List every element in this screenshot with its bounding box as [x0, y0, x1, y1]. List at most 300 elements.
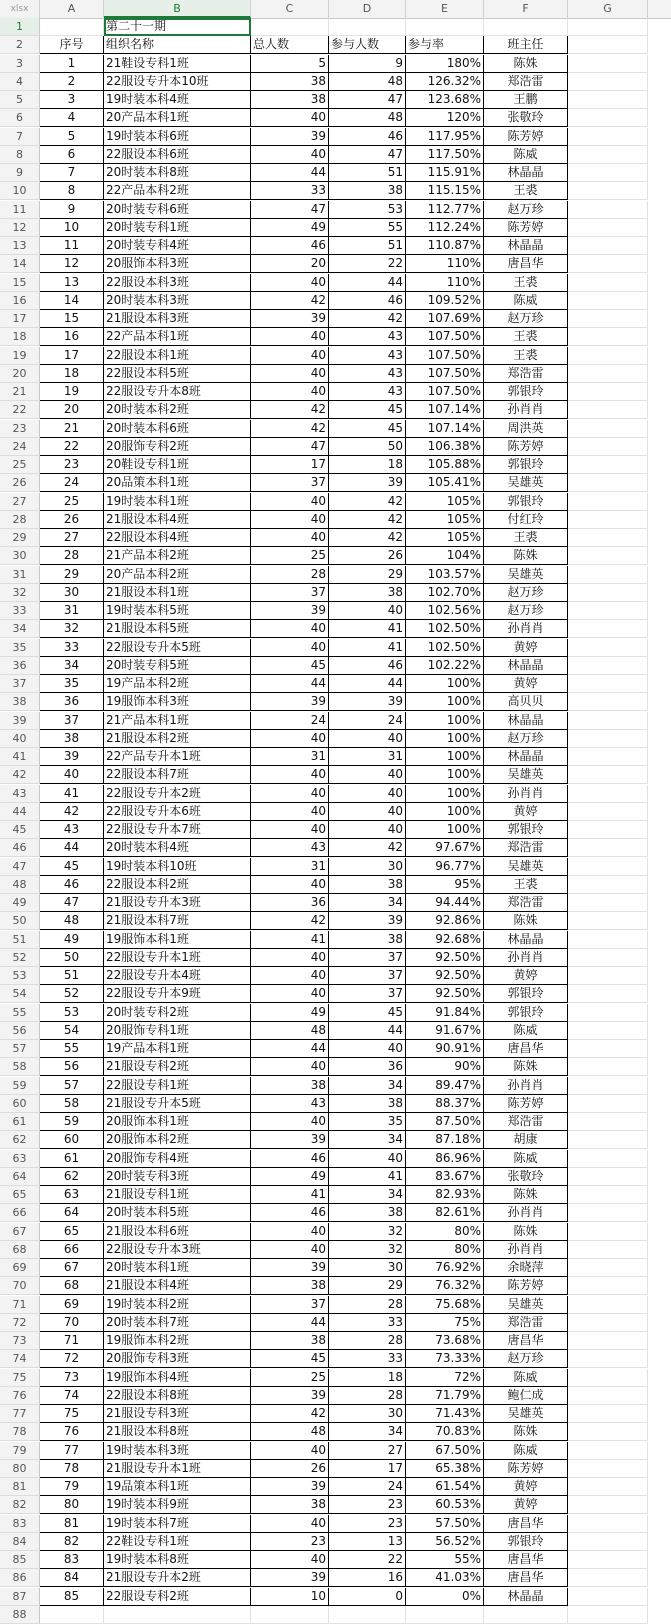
cell-e13[interactable]: 110.87% [406, 237, 484, 255]
column-header-f[interactable]: F [484, 0, 568, 18]
cell-b18[interactable]: 22产品本科1班 [104, 328, 251, 346]
cell-d28[interactable]: 42 [329, 511, 406, 529]
cell-c40[interactable]: 40 [251, 730, 329, 748]
cell-c56[interactable]: 48 [251, 1022, 329, 1040]
cell-c16[interactable]: 42 [251, 292, 329, 310]
row-number[interactable]: 13 [0, 237, 40, 255]
row-number[interactable]: 23 [0, 420, 40, 438]
cell-e27[interactable]: 105% [406, 493, 484, 511]
row-number[interactable]: 26 [0, 474, 40, 492]
cell-b61[interactable]: 20服饰本科1班 [104, 1113, 251, 1131]
cell-c71[interactable]: 37 [251, 1296, 329, 1314]
cell-a38[interactable]: 36 [40, 693, 104, 711]
cell-c50[interactable]: 42 [251, 912, 329, 930]
cell-g22[interactable] [568, 401, 648, 419]
cell-c81[interactable]: 39 [251, 1478, 329, 1496]
cell-g60[interactable] [568, 1095, 648, 1113]
cell-f30[interactable]: 陈姝 [484, 547, 568, 565]
cell-c18[interactable]: 40 [251, 328, 329, 346]
cell-a68[interactable]: 66 [40, 1241, 104, 1259]
cell-f36[interactable]: 林晶晶 [484, 657, 568, 675]
cell-f27[interactable]: 郭银玲 [484, 493, 568, 511]
cell-c31[interactable]: 28 [251, 566, 329, 584]
row-number[interactable]: 35 [0, 639, 40, 657]
cell-d12[interactable]: 55 [329, 219, 406, 237]
cell-g50[interactable] [568, 912, 648, 930]
row-number[interactable]: 33 [0, 602, 40, 620]
cell-c77[interactable]: 42 [251, 1405, 329, 1423]
cell-a23[interactable]: 21 [40, 420, 104, 438]
cell-g13[interactable] [568, 237, 648, 255]
cell-e17[interactable]: 107.69% [406, 310, 484, 328]
cell-a85[interactable]: 83 [40, 1551, 104, 1569]
cell-e60[interactable]: 88.37% [406, 1095, 484, 1113]
cell-d51[interactable]: 38 [329, 931, 406, 949]
cell-c57[interactable]: 44 [251, 1040, 329, 1058]
cell-c58[interactable]: 40 [251, 1058, 329, 1076]
cell-g73[interactable] [568, 1332, 648, 1350]
cell-g14[interactable] [568, 255, 648, 273]
cell-a75[interactable]: 73 [40, 1369, 104, 1387]
cell-e12[interactable]: 112.24% [406, 219, 484, 237]
row-number[interactable]: 85 [0, 1551, 40, 1569]
row-number[interactable]: 3 [0, 55, 40, 73]
cell-a30[interactable]: 28 [40, 547, 104, 565]
cell-b83[interactable]: 19时装本科7班 [104, 1515, 251, 1533]
cell-e31[interactable]: 103.57% [406, 566, 484, 584]
cell-g39[interactable] [568, 712, 648, 730]
cell-e42[interactable]: 100% [406, 766, 484, 784]
cell-a26[interactable]: 24 [40, 474, 104, 492]
cell-g28[interactable] [568, 511, 648, 529]
column-header-g[interactable]: G [568, 0, 648, 18]
cell-a60[interactable]: 58 [40, 1095, 104, 1113]
row-number[interactable]: 87 [0, 1588, 40, 1606]
cell-a24[interactable]: 22 [40, 438, 104, 456]
cell-a67[interactable]: 65 [40, 1223, 104, 1241]
cell-a1[interactable] [40, 18, 104, 36]
cell-d20[interactable]: 43 [329, 365, 406, 383]
cell-e8[interactable]: 117.50% [406, 146, 484, 164]
row-number[interactable]: 51 [0, 931, 40, 949]
row-number[interactable]: 42 [0, 766, 40, 784]
cell-f65[interactable]: 陈姝 [484, 1186, 568, 1204]
cell-d47[interactable]: 30 [329, 858, 406, 876]
cell-d60[interactable]: 38 [329, 1095, 406, 1113]
cell-g32[interactable] [568, 584, 648, 602]
cell-d8[interactable]: 47 [329, 146, 406, 164]
cell-f45[interactable]: 郭银玲 [484, 821, 568, 839]
cell-e61[interactable]: 87.50% [406, 1113, 484, 1131]
cell-e33[interactable]: 102.56% [406, 602, 484, 620]
cell-c25[interactable]: 17 [251, 456, 329, 474]
cell-c64[interactable]: 49 [251, 1168, 329, 1186]
cell-f56[interactable]: 陈威 [484, 1022, 568, 1040]
cell-f66[interactable]: 孙肖肖 [484, 1204, 568, 1222]
cell-a86[interactable]: 84 [40, 1569, 104, 1587]
cell-g71[interactable] [568, 1296, 648, 1314]
cell-d48[interactable]: 38 [329, 876, 406, 894]
cell-f41[interactable]: 林晶晶 [484, 748, 568, 766]
cell-b79[interactable]: 19时装本科3班 [104, 1442, 251, 1460]
cell-f50[interactable]: 陈姝 [484, 912, 568, 930]
cell-c72[interactable]: 44 [251, 1314, 329, 1332]
cell-c11[interactable]: 47 [251, 201, 329, 219]
cell-c52[interactable]: 40 [251, 949, 329, 967]
cell-d4[interactable]: 48 [329, 73, 406, 91]
cell-b39[interactable]: 21产品本科1班 [104, 712, 251, 730]
cell-a33[interactable]: 31 [40, 602, 104, 620]
cell-b40[interactable]: 21服设本科2班 [104, 730, 251, 748]
cell-e24[interactable]: 106.38% [406, 438, 484, 456]
cell-e63[interactable]: 86.96% [406, 1150, 484, 1168]
cell-a73[interactable]: 71 [40, 1332, 104, 1350]
cell-d22[interactable]: 45 [329, 401, 406, 419]
row-number[interactable]: 38 [0, 693, 40, 711]
cell-g10[interactable] [568, 182, 648, 200]
column-header-c[interactable]: C [251, 0, 329, 18]
cell-c35[interactable]: 40 [251, 639, 329, 657]
cell-c70[interactable]: 38 [251, 1277, 329, 1295]
row-number[interactable]: 27 [0, 493, 40, 511]
cell-a42[interactable]: 40 [40, 766, 104, 784]
cell-c27[interactable]: 40 [251, 493, 329, 511]
row-number[interactable]: 76 [0, 1387, 40, 1405]
cell-g43[interactable] [568, 785, 648, 803]
cell-d9[interactable]: 51 [329, 164, 406, 182]
cell-e35[interactable]: 102.50% [406, 639, 484, 657]
row-number[interactable]: 44 [0, 803, 40, 821]
cell-d25[interactable]: 18 [329, 456, 406, 474]
cell-c44[interactable]: 40 [251, 803, 329, 821]
cell-b15[interactable]: 22服设本科3班 [104, 274, 251, 292]
row-number[interactable]: 64 [0, 1168, 40, 1186]
cell-c80[interactable]: 26 [251, 1460, 329, 1478]
cell-c19[interactable]: 40 [251, 347, 329, 365]
cell-e55[interactable]: 91.84% [406, 1004, 484, 1022]
row-number[interactable]: 54 [0, 985, 40, 1003]
row-number[interactable]: 37 [0, 675, 40, 693]
cell-d84[interactable]: 13 [329, 1533, 406, 1551]
cell-f83[interactable]: 唐昌华 [484, 1515, 568, 1533]
row-number[interactable]: 22 [0, 401, 40, 419]
cell-b57[interactable]: 19产品本科1班 [104, 1040, 251, 1058]
cell-a41[interactable]: 39 [40, 748, 104, 766]
cell-f3[interactable]: 陈姝 [484, 55, 568, 73]
cell-d59[interactable]: 34 [329, 1077, 406, 1095]
row-number[interactable]: 61 [0, 1113, 40, 1131]
row-number[interactable]: 75 [0, 1369, 40, 1387]
cell-d44[interactable]: 40 [329, 803, 406, 821]
row-number[interactable]: 52 [0, 949, 40, 967]
cell-b62[interactable]: 20服饰本科2班 [104, 1131, 251, 1149]
cell-g46[interactable] [568, 839, 648, 857]
cell-c26[interactable]: 37 [251, 474, 329, 492]
row-number[interactable]: 57 [0, 1040, 40, 1058]
cell-f85[interactable]: 唐昌华 [484, 1551, 568, 1569]
cell-b49[interactable]: 21服设专升本3班 [104, 894, 251, 912]
cell-e74[interactable]: 73.33% [406, 1350, 484, 1368]
cell-f17[interactable]: 赵万珍 [484, 310, 568, 328]
cell-a13[interactable]: 11 [40, 237, 104, 255]
cell-a70[interactable]: 68 [40, 1277, 104, 1295]
cell-c73[interactable]: 38 [251, 1332, 329, 1350]
cell-e16[interactable]: 109.52% [406, 292, 484, 310]
cell-b12[interactable]: 20时装专科1班 [104, 219, 251, 237]
cell-e34[interactable]: 102.50% [406, 620, 484, 638]
cell-g57[interactable] [568, 1040, 648, 1058]
cell-b86[interactable]: 21服设专升本2班 [104, 1569, 251, 1587]
cell-c68[interactable]: 40 [251, 1241, 329, 1259]
row-number[interactable]: 59 [0, 1077, 40, 1095]
cell-a72[interactable]: 70 [40, 1314, 104, 1332]
cell-f2[interactable]: 班主任 [484, 36, 568, 54]
row-number[interactable]: 49 [0, 894, 40, 912]
cell-d31[interactable]: 29 [329, 566, 406, 584]
cell-e78[interactable]: 70.83% [406, 1423, 484, 1441]
cell-c79[interactable]: 40 [251, 1442, 329, 1460]
cell-c61[interactable]: 40 [251, 1113, 329, 1131]
cell-d74[interactable]: 33 [329, 1350, 406, 1368]
cell-b46[interactable]: 20时装本科4班 [104, 839, 251, 857]
cell-a15[interactable]: 13 [40, 274, 104, 292]
cell-b58[interactable]: 21服设专科2班 [104, 1058, 251, 1076]
cell-c74[interactable]: 45 [251, 1350, 329, 1368]
cell-c83[interactable]: 40 [251, 1515, 329, 1533]
cell-f37[interactable]: 黄婷 [484, 675, 568, 693]
cell-g87[interactable] [568, 1588, 648, 1606]
cell-a48[interactable]: 46 [40, 876, 104, 894]
cell-c41[interactable]: 31 [251, 748, 329, 766]
cell-g37[interactable] [568, 675, 648, 693]
cell-e32[interactable]: 102.70% [406, 584, 484, 602]
row-number[interactable]: 53 [0, 967, 40, 985]
column-header-e[interactable]: E [406, 0, 484, 18]
cell-f60[interactable]: 陈芳婷 [484, 1095, 568, 1113]
cell-d24[interactable]: 50 [329, 438, 406, 456]
cell-f63[interactable]: 陈威 [484, 1150, 568, 1168]
cell-b80[interactable]: 21服设专升本1班 [104, 1460, 251, 1478]
cell-e21[interactable]: 107.50% [406, 383, 484, 401]
cell-f82[interactable]: 黄婷 [484, 1496, 568, 1514]
cell-a37[interactable]: 35 [40, 675, 104, 693]
cell-g72[interactable] [568, 1314, 648, 1332]
cell-a2[interactable]: 序号 [40, 36, 104, 54]
cell-g40[interactable] [568, 730, 648, 748]
cell-b5[interactable]: 19时装本科4班 [104, 91, 251, 109]
cell-f28[interactable]: 付红玲 [484, 511, 568, 529]
cell-g80[interactable] [568, 1460, 648, 1478]
row-number[interactable]: 11 [0, 201, 40, 219]
cell-g1[interactable] [568, 18, 648, 36]
cell-e22[interactable]: 107.14% [406, 401, 484, 419]
cell-d62[interactable]: 34 [329, 1131, 406, 1149]
row-number[interactable]: 88 [0, 1606, 40, 1624]
row-number[interactable]: 58 [0, 1058, 40, 1076]
cell-g6[interactable] [568, 109, 648, 127]
cell-d39[interactable]: 24 [329, 712, 406, 730]
cell-b64[interactable]: 20时装专科3班 [104, 1168, 251, 1186]
cell-f20[interactable]: 郑浩雷 [484, 365, 568, 383]
cell-e25[interactable]: 105.88% [406, 456, 484, 474]
cell-d37[interactable]: 44 [329, 675, 406, 693]
cell-d38[interactable]: 39 [329, 693, 406, 711]
cell-d65[interactable]: 34 [329, 1186, 406, 1204]
cell-d21[interactable]: 43 [329, 383, 406, 401]
cell-c5[interactable]: 38 [251, 91, 329, 109]
cell-e57[interactable]: 90.91% [406, 1040, 484, 1058]
column-header-a[interactable]: A [40, 0, 104, 18]
cell-e47[interactable]: 96.77% [406, 858, 484, 876]
cell-g74[interactable] [568, 1350, 648, 1368]
cell-c48[interactable]: 40 [251, 876, 329, 894]
cell-g11[interactable] [568, 201, 648, 219]
cell-b32[interactable]: 21服设本科1班 [104, 584, 251, 602]
cell-e28[interactable]: 105% [406, 511, 484, 529]
row-number[interactable]: 5 [0, 91, 40, 109]
cell-c2[interactable]: 总人数 [251, 36, 329, 54]
row-number[interactable]: 65 [0, 1186, 40, 1204]
cell-d11[interactable]: 53 [329, 201, 406, 219]
row-number[interactable]: 71 [0, 1296, 40, 1314]
cell-g7[interactable] [568, 128, 648, 146]
row-number[interactable]: 84 [0, 1533, 40, 1551]
cell-c38[interactable]: 39 [251, 693, 329, 711]
row-number[interactable]: 21 [0, 383, 40, 401]
cell-e59[interactable]: 89.47% [406, 1077, 484, 1095]
cell-c30[interactable]: 25 [251, 547, 329, 565]
cell-d72[interactable]: 33 [329, 1314, 406, 1332]
cell-e7[interactable]: 117.95% [406, 128, 484, 146]
row-number[interactable]: 7 [0, 128, 40, 146]
cell-b41[interactable]: 22产品专升本1班 [104, 748, 251, 766]
cell-a57[interactable]: 55 [40, 1040, 104, 1058]
cell-c24[interactable]: 47 [251, 438, 329, 456]
cell-f46[interactable]: 郑浩雷 [484, 839, 568, 857]
cell-d23[interactable]: 45 [329, 420, 406, 438]
cell-f86[interactable]: 唐昌华 [484, 1569, 568, 1587]
cell-g66[interactable] [568, 1204, 648, 1222]
cell-b30[interactable]: 21产品本科2班 [104, 547, 251, 565]
cell-c47[interactable]: 31 [251, 858, 329, 876]
cell-c17[interactable]: 39 [251, 310, 329, 328]
cell-a22[interactable]: 20 [40, 401, 104, 419]
cell-g25[interactable] [568, 456, 648, 474]
cell-d83[interactable]: 23 [329, 1515, 406, 1533]
cell-g47[interactable] [568, 858, 648, 876]
cell-e71[interactable]: 75.68% [406, 1296, 484, 1314]
cell-c55[interactable]: 49 [251, 1004, 329, 1022]
cell-e87[interactable]: 0% [406, 1588, 484, 1606]
cell-a63[interactable]: 61 [40, 1150, 104, 1168]
cell-d52[interactable]: 37 [329, 949, 406, 967]
cell-f25[interactable]: 郭银玲 [484, 456, 568, 474]
row-number[interactable]: 72 [0, 1314, 40, 1332]
cell-b65[interactable]: 21服设专科1班 [104, 1186, 251, 1204]
cell-e29[interactable]: 105% [406, 529, 484, 547]
cell-b75[interactable]: 19服饰本科4班 [104, 1369, 251, 1387]
cell-a7[interactable]: 5 [40, 128, 104, 146]
cell-a11[interactable]: 9 [40, 201, 104, 219]
cell-g45[interactable] [568, 821, 648, 839]
cell-b68[interactable]: 22服设专升本3班 [104, 1241, 251, 1259]
cell-g81[interactable] [568, 1478, 648, 1496]
cell-b24[interactable]: 20服饰专科2班 [104, 438, 251, 456]
row-number[interactable]: 56 [0, 1022, 40, 1040]
cell-g31[interactable] [568, 566, 648, 584]
cell-b82[interactable]: 19时装本科9班 [104, 1496, 251, 1514]
cell-b47[interactable]: 19时装本科10班 [104, 858, 251, 876]
cell-g70[interactable] [568, 1277, 648, 1295]
row-number[interactable]: 55 [0, 1004, 40, 1022]
cell-g49[interactable] [568, 894, 648, 912]
cell-b26[interactable]: 20品策本科1班 [104, 474, 251, 492]
cell-c15[interactable]: 40 [251, 274, 329, 292]
column-header-d[interactable]: D [329, 0, 406, 18]
cell-f58[interactable]: 陈姝 [484, 1058, 568, 1076]
cell-b78[interactable]: 21服设本科8班 [104, 1423, 251, 1441]
cell-f32[interactable]: 赵万珍 [484, 584, 568, 602]
cell-e70[interactable]: 76.32% [406, 1277, 484, 1295]
cell-d45[interactable]: 40 [329, 821, 406, 839]
cell-g78[interactable] [568, 1423, 648, 1441]
row-number[interactable]: 9 [0, 164, 40, 182]
cell-e48[interactable]: 95% [406, 876, 484, 894]
cell-g61[interactable] [568, 1113, 648, 1131]
cell-d2[interactable]: 参与人数 [329, 36, 406, 54]
cell-f62[interactable]: 胡康 [484, 1131, 568, 1149]
cell-d50[interactable]: 39 [329, 912, 406, 930]
cell-e56[interactable]: 91.67% [406, 1022, 484, 1040]
cell-f69[interactable]: 余晓萍 [484, 1259, 568, 1277]
cell-f7[interactable]: 陈芳婷 [484, 128, 568, 146]
cell-f11[interactable]: 赵万珍 [484, 201, 568, 219]
cell-b25[interactable]: 20鞋设专科1班 [104, 456, 251, 474]
cell-g68[interactable] [568, 1241, 648, 1259]
cell-b16[interactable]: 20时装本科3班 [104, 292, 251, 310]
cell-d26[interactable]: 39 [329, 474, 406, 492]
cell-f72[interactable]: 郑浩雷 [484, 1314, 568, 1332]
cell-e26[interactable]: 105.41% [406, 474, 484, 492]
cell-e15[interactable]: 110% [406, 274, 484, 292]
cell-b22[interactable]: 20时装本科2班 [104, 401, 251, 419]
cell-f81[interactable]: 黄婷 [484, 1478, 568, 1496]
cell-b59[interactable]: 22服设专科1班 [104, 1077, 251, 1095]
cell-a52[interactable]: 50 [40, 949, 104, 967]
cell-b42[interactable]: 22服设本科7班 [104, 766, 251, 784]
cell-d18[interactable]: 43 [329, 328, 406, 346]
cell-c34[interactable]: 40 [251, 620, 329, 638]
cell-g44[interactable] [568, 803, 648, 821]
cell-g64[interactable] [568, 1168, 648, 1186]
row-number[interactable]: 78 [0, 1423, 40, 1441]
cell-f19[interactable]: 王裘 [484, 347, 568, 365]
cell-c28[interactable]: 40 [251, 511, 329, 529]
cell-f51[interactable]: 林晶晶 [484, 931, 568, 949]
cell-d1[interactable] [329, 18, 406, 36]
column-header-b[interactable]: B [104, 0, 251, 18]
cell-g53[interactable] [568, 967, 648, 985]
cell-g48[interactable] [568, 876, 648, 894]
cell-b3[interactable]: 21鞋设专科1班 [104, 55, 251, 73]
cell-b35[interactable]: 22服设专升本5班 [104, 639, 251, 657]
cell-d3[interactable]: 9 [329, 55, 406, 73]
cell-e53[interactable]: 92.50% [406, 967, 484, 985]
cell-g29[interactable] [568, 529, 648, 547]
cell-a9[interactable]: 7 [40, 164, 104, 182]
cell-c37[interactable]: 44 [251, 675, 329, 693]
cell-d5[interactable]: 47 [329, 91, 406, 109]
